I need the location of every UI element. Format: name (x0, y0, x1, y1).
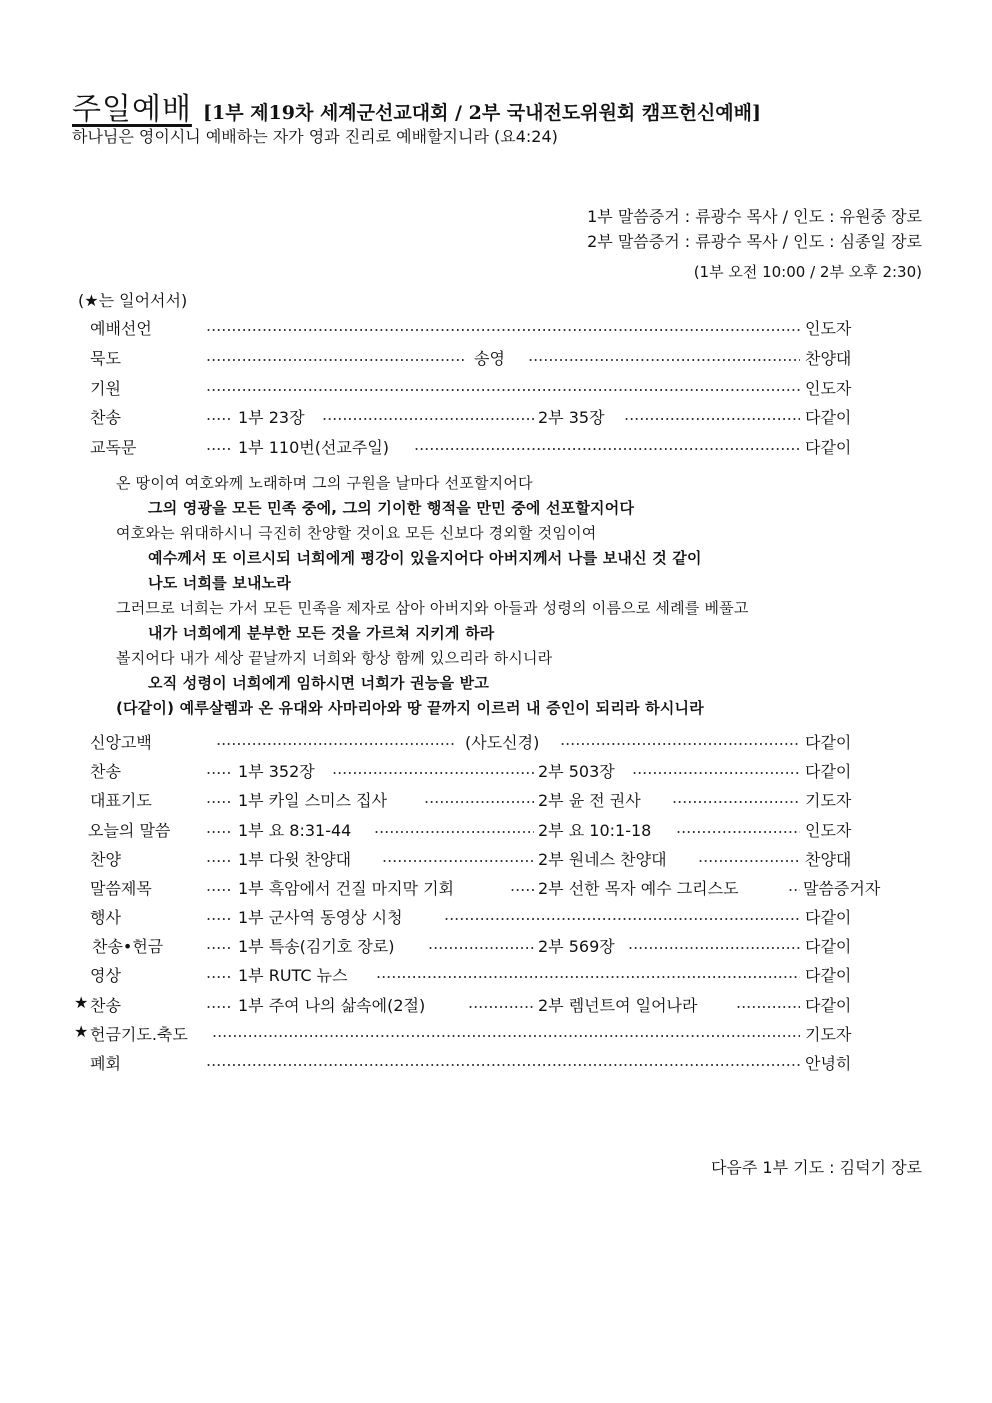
order-role: 말씀증거자 (803, 879, 881, 898)
order-label: 말씀제목 (90, 879, 152, 898)
theme-verse: 하나님은 영이시니 예배하는 자가 영과 진리로 예배할지니라 (요4:24) (72, 127, 558, 146)
reading-congregation-line: 오직 성령이 너희에게 임하시면 너희가 권능을 받고 (148, 674, 490, 692)
leader-dots (212, 1022, 800, 1041)
reading-congregation-line: 내가 너희에게 분부한 모든 것을 가르쳐 지키게 하라 (148, 624, 495, 642)
next-week-prayer: 다음주 1부 기도 : 김덕기 장로 (710, 1158, 922, 1177)
leader-dots (206, 1051, 800, 1070)
order-label: 찬송 (90, 408, 121, 427)
standing-note: (★는 일어서서) (78, 291, 188, 310)
order-row (0, 376, 992, 405)
order-row (0, 316, 992, 345)
reading-leader-line: 그러므로 너희는 가서 모든 민족을 제자로 삼아 아버지와 아들과 성령의 이름으로 세례를 베풀고 (116, 599, 749, 617)
order-row (0, 759, 992, 788)
service-times: (1부 오전 10:00 / 2부 오후 2:30) (693, 263, 922, 281)
leader-dots (206, 934, 232, 953)
order-part-2: 2부 선한 목자 예수 그리스도 (538, 879, 739, 898)
order-part-1: 1부 특송(김기호 장로) (238, 937, 395, 956)
order-part-2: 2부 원네스 찬양대 (538, 850, 667, 869)
speaker-line-1: 1부 말씀증거 : 류광수 목사 / 인도 : 유원중 장로 (587, 207, 922, 226)
leader-dots (736, 993, 800, 1012)
order-part-1: 1부 흑암에서 건질 마지막 기회 (238, 879, 454, 898)
order-row (0, 405, 992, 434)
order-part-2: 2부 35장 (538, 408, 605, 427)
order-label: 예배선언 (90, 319, 152, 338)
order-role: 안녕히 (805, 1054, 852, 1073)
leader-dots (382, 847, 534, 866)
order-row (0, 1022, 992, 1051)
order-mid: 송영 (474, 349, 505, 368)
order-role: 다같이 (805, 908, 852, 927)
leader-dots (216, 730, 456, 749)
order-role: 인도자 (805, 821, 852, 840)
order-label: 행사 (90, 908, 121, 927)
reading-leader-line: 여호와는 위대하시니 극진히 찬양할 것이요 모든 신보다 경외할 것임이여 (116, 524, 597, 542)
leader-dots (672, 788, 800, 807)
order-role: 인도자 (805, 319, 852, 338)
leader-dots (206, 435, 232, 454)
order-label: 영상 (90, 966, 121, 985)
order-row (0, 905, 992, 934)
standing-star: ★ (74, 1022, 89, 1041)
leader-dots (428, 934, 534, 953)
reading-congregation-line: 그의 영광을 모든 민족 중에, 그의 기이한 행적을 만민 중에 선포할지어다 (148, 499, 635, 517)
order-row (0, 346, 992, 375)
standing-star: ★ (74, 993, 89, 1012)
order-row (0, 993, 992, 1022)
reading-congregation-line: 나도 너희를 보내노라 (148, 574, 292, 592)
order-row (0, 1051, 992, 1080)
leader-dots (510, 876, 534, 895)
order-part-1: 1부 군사역 동영상 시청 (238, 908, 403, 927)
order-part-2: 2부 렘넌트여 일어나라 (538, 996, 698, 1015)
leader-dots (206, 376, 800, 395)
leader-dots (206, 905, 232, 924)
order-label: 폐회 (90, 1054, 121, 1073)
order-label: 오늘의 말씀 (88, 821, 171, 840)
order-role: 찬양대 (805, 349, 852, 368)
order-row (0, 730, 992, 759)
order-label: 교독문 (90, 438, 137, 457)
page-title: 주일예배 (72, 92, 192, 127)
order-role: 기도자 (805, 1025, 852, 1044)
order-part-1: 1부 다윗 찬양대 (238, 850, 352, 869)
order-part-1: 1부 RUTC 뉴스 (238, 966, 348, 985)
order-part-1: 1부 23장 (238, 408, 305, 427)
order-label: 대표기도 (90, 791, 152, 810)
leader-dots (206, 993, 232, 1012)
leader-dots (206, 818, 232, 837)
leader-dots (206, 876, 232, 895)
reading-leader-line: 볼지어다 내가 세상 끝날까지 너희와 항상 함께 있으리라 하시니라 (116, 649, 553, 667)
order-role: 찬양대 (805, 850, 852, 869)
reading-all-line: (다같이) 예루살렘과 온 유대와 사마리아와 땅 끝까지 이르러 내 증인이 되리라 하시니라 (116, 699, 704, 717)
order-role: 다같이 (805, 762, 852, 781)
leader-dots (528, 346, 800, 365)
order-row (0, 847, 992, 876)
leader-dots (560, 730, 800, 749)
order-part-1: 1부 요 8:31-44 (238, 821, 352, 840)
reading-congregation-line: 예수께서 또 이르시되 너희에게 평강이 있을지어다 아버지께서 나를 보내신 것 같이 (148, 549, 702, 567)
order-role: 다같이 (805, 966, 852, 985)
order-label: 찬송 (90, 762, 121, 781)
order-row (0, 788, 992, 817)
order-row (0, 435, 992, 464)
order-label: 신앙고백 (90, 733, 152, 752)
leader-dots (322, 405, 534, 424)
order-mid: (사도신경) (465, 733, 540, 752)
order-row (0, 963, 992, 992)
order-label: 찬양 (90, 850, 121, 869)
order-part-2: 2부 503장 (538, 762, 615, 781)
order-label: 찬송 (90, 996, 121, 1015)
order-role: 인도자 (805, 379, 852, 398)
order-role: 다같이 (805, 733, 852, 752)
order-role: 다같이 (805, 438, 852, 457)
leader-dots (206, 316, 800, 335)
speaker-info (587, 204, 922, 285)
leader-dots (624, 405, 800, 424)
order-role: 다같이 (805, 996, 852, 1015)
speaker-line-2: 2부 말씀증거 : 류광수 목사 / 인도 : 심종일 장로 (587, 232, 922, 251)
page-subtitle: [1부 제19차 세계군선교대회 / 2부 국내전도위원회 캠프헌신예배] (203, 102, 762, 124)
order-part-1: 1부 주여 나의 삶속에(2절) (238, 996, 426, 1015)
leader-dots (628, 934, 800, 953)
order-label: 찬송•헌금 (92, 937, 164, 956)
order-part-1: 1부 110번(선교주일) (238, 438, 390, 457)
leader-dots (374, 818, 534, 837)
order-role: 다같이 (805, 937, 852, 956)
order-label: 기원 (90, 379, 121, 398)
order-part-2: 2부 요 10:1-18 (538, 821, 652, 840)
leader-dots (206, 788, 232, 807)
leader-dots (206, 346, 464, 365)
leader-dots (376, 963, 800, 982)
leader-dots (206, 405, 232, 424)
leader-dots (424, 788, 534, 807)
order-role: 기도자 (805, 791, 852, 810)
leader-dots (676, 818, 800, 837)
leader-dots (206, 963, 232, 982)
leader-dots (788, 876, 800, 895)
leader-dots (632, 759, 800, 778)
order-part-1: 1부 352장 (238, 762, 315, 781)
order-label: 묵도 (90, 349, 121, 368)
leader-dots (414, 435, 800, 454)
leader-dots (444, 905, 800, 924)
leader-dots (698, 847, 800, 866)
leader-dots (468, 993, 534, 1012)
order-row (0, 818, 992, 847)
order-part-2: 2부 569장 (538, 937, 615, 956)
leader-dots (332, 759, 534, 778)
order-part-2: 2부 윤 전 권사 (538, 791, 641, 810)
reading-leader-line: 온 땅이여 여호와께 노래하며 그의 구원을 날마다 선포할지어다 (116, 474, 533, 492)
leader-dots (206, 759, 232, 778)
header (72, 84, 761, 128)
order-role: 다같이 (805, 408, 852, 427)
order-row (0, 934, 992, 963)
leader-dots (206, 847, 232, 866)
order-row (0, 876, 992, 905)
order-part-1: 1부 카일 스미스 집사 (238, 791, 388, 810)
order-label: 헌금기도.축도 (90, 1025, 188, 1044)
